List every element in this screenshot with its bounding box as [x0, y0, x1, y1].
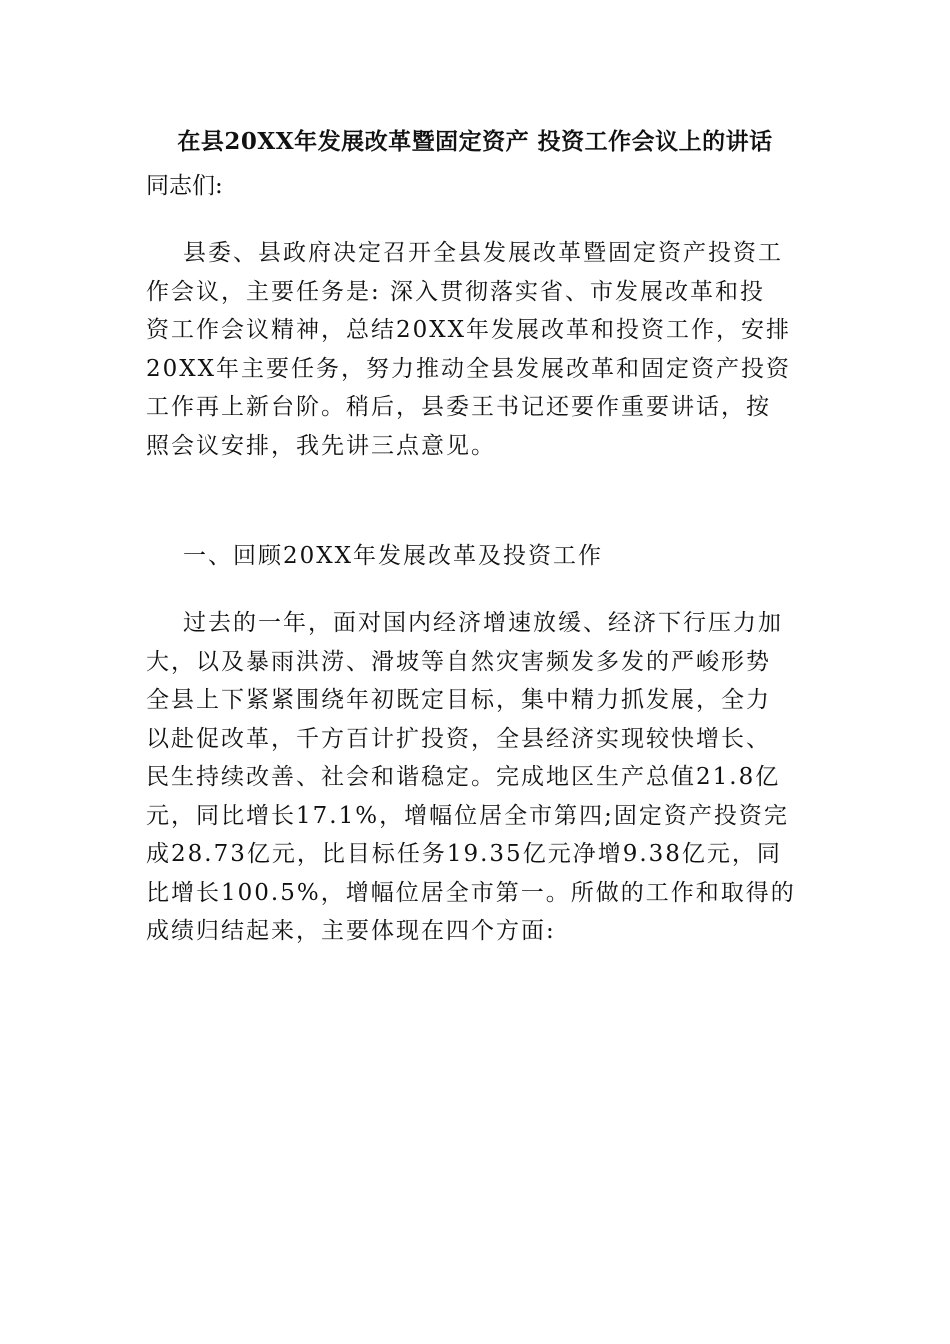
paragraph-line: 成绩归结起来，主要体现在四个方面: — [146, 918, 556, 944]
document-title: 在县20XX年发展改革暨固定资产 投资工作会议上的讲话 — [177, 128, 773, 155]
paragraph-line: 比增长100.5%，增幅位居全市第一。所做的工作和取得的 — [146, 879, 796, 906]
paragraph-review — [146, 604, 806, 951]
section-heading-text: 一、回顾20XX年发展改革及投资工作 — [183, 543, 604, 569]
section-heading — [146, 537, 806, 576]
paragraph-line: 以赴促改革，千方百计扩投资，全县经济实现较快增长、 — [146, 725, 771, 752]
paragraph-line: 20XX年主要任务，努力推动全县发展改革和固定资产投资 — [146, 355, 792, 382]
paragraph-line: 元，同比增长17.1%，增幅位居全市第四;固定资产投资完 — [146, 802, 789, 829]
paragraph-line: 全县上下紧紧围绕年初既定目标，集中精力抓发展，全力 — [146, 687, 771, 713]
paragraph-intro — [146, 234, 806, 465]
paragraph-line: 照会议安排，我先讲三点意见。 — [146, 432, 496, 459]
paragraph-line: 成28.73亿元，比目标任务19.35亿元净增9.38亿元，同 — [146, 841, 782, 867]
paragraph-line: 大，以及暴雨洪涝、滑坡等自然灾害频发多发的严峻形势 — [146, 648, 771, 675]
paragraph-line: 工作再上新台阶。稍后，县委王书记还要作重要讲话，按 — [146, 394, 771, 420]
paragraph-line: 资工作会议精神，总结20XX年发展改革和投资工作，安排 — [146, 317, 792, 343]
paragraph-line: 县委、县政府决定召开全县发展改革暨固定资产投资工 — [183, 240, 783, 266]
paragraph-line: 过去的一年，面对国内经济增速放缓、经济下行压力加 — [183, 610, 783, 636]
paragraph-line: 民生持续改善、社会和谐稳定。完成地区生产总值21.8亿 — [146, 764, 781, 790]
greeting: 同志们: — [146, 173, 223, 199]
paragraph-line: 作会议，主要任务是: 深入贯彻落实省、市发展改革和投 — [146, 278, 766, 305]
